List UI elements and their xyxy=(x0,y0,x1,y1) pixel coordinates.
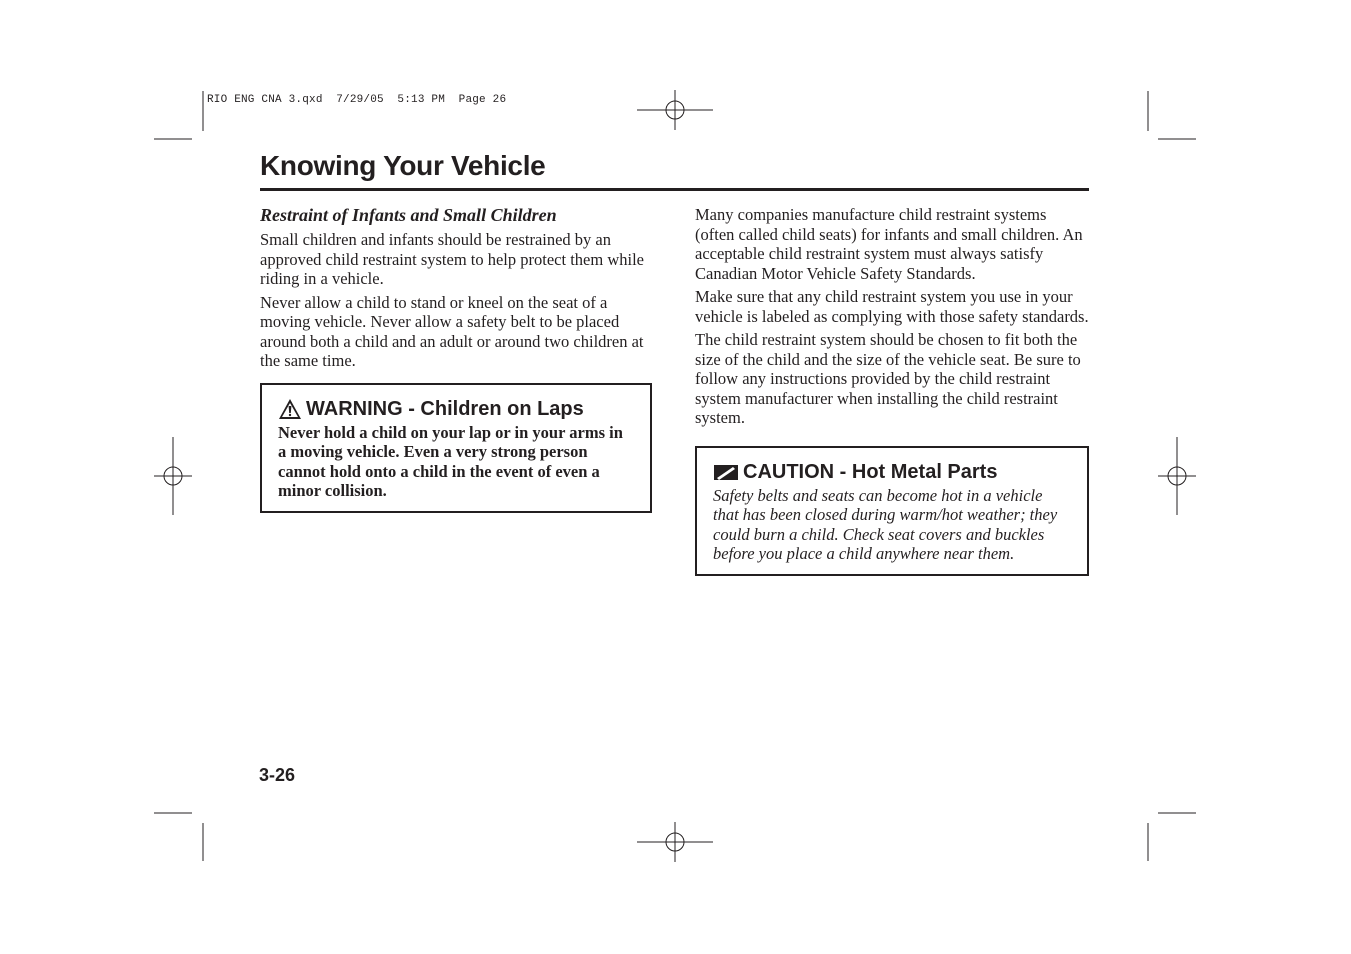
page-title: Knowing Your Vehicle xyxy=(260,150,546,181)
caution-title xyxy=(713,460,1071,484)
paragraph: Many companies manufacture child restraint systems (often called child seats) for infants and small children. An acceptable child restraint system must always satisfy Canadian Motor Vehicle Safety Standards. xyxy=(695,205,1083,283)
header-rule xyxy=(260,188,1089,191)
page-number: 3-26 xyxy=(259,765,296,785)
paragraph: Never allow a child to stand or kneel on the seat of a moving vehicle. Never allow a safety belt to be placed around both a child and an adult or around two children at the same time. xyxy=(260,292,644,370)
registration-mark-right xyxy=(1158,437,1196,515)
left-column xyxy=(260,205,652,513)
warning-title-text: WARNING - Children on Laps xyxy=(306,397,584,420)
caution-slash-icon xyxy=(713,463,739,481)
caution-box xyxy=(695,446,1089,576)
registration-mark-left xyxy=(154,437,192,515)
warning-title xyxy=(278,397,634,421)
printer-slug: RIO ENG CNA 3.qxd 7/29/05 5:13 PM Page 26 xyxy=(207,94,507,106)
caution-title-text: CAUTION - Hot Metal Parts xyxy=(743,460,998,483)
section-subheading: Restraint of Infants and Small Children xyxy=(260,205,557,225)
right-column xyxy=(695,205,1089,576)
registration-mark-top xyxy=(637,90,713,130)
caution-text: Safety belts and seats can become hot in a vehicle that has been closed during warm/hot weather; they could burn a child. Check seat covers and buckles before you place a child anywhere near them. xyxy=(713,485,1058,563)
warning-triangle-icon xyxy=(278,398,302,420)
paragraph: Small children and infants should be restrained by an approved child restraint system to help protect them while riding in a vehicle. xyxy=(260,230,644,288)
warning-box xyxy=(260,383,652,513)
registration-mark-bottom xyxy=(637,822,713,862)
warning-text: Never hold a child on your lap or in your arms in a moving vehicle. Even a very strong person cannot hold onto a child in the event of even a minor collision. xyxy=(278,422,623,500)
paragraph: Make sure that any child restraint system you use in your vehicle is labeled as complying with those safety standards. xyxy=(695,287,1089,326)
paragraph: The child restraint system should be chosen to fit both the size of the child and the size of the vehicle seat. Be sure to follow any instructions provided by the child restraint system manufacturer when installing the child restraint system. xyxy=(695,330,1081,427)
